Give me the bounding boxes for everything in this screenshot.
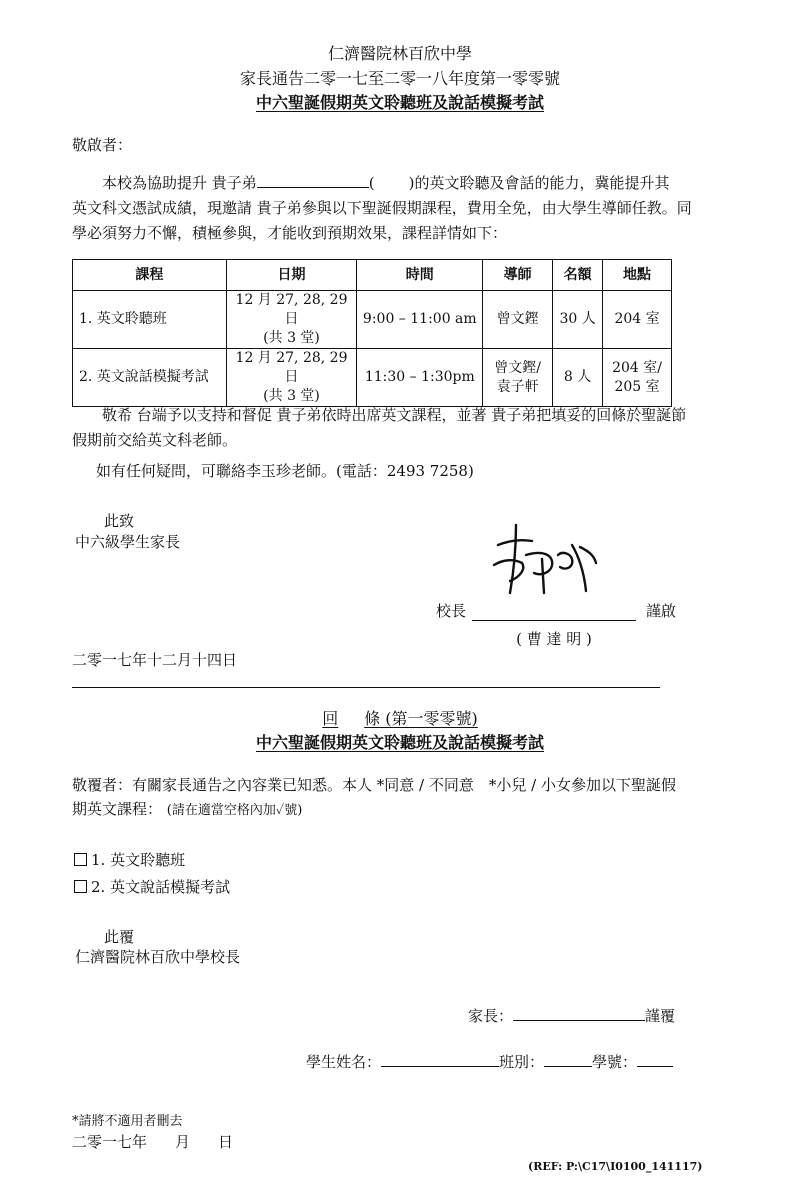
intro-line-2: 英文科文憑試成績，現邀請 貴子弟參與以下聖誕假期課程，費用全免，由大學生導師任教。同 [72,199,692,217]
student-name-field[interactable] [381,1049,499,1067]
student-number-field[interactable] [637,1049,673,1067]
notice-title: 中六聖誕假期英文聆聽班及說話模擬考試 [255,93,544,112]
reply-addressee: 仁濟醫院林百欣中學校長 [75,948,241,966]
option-speaking[interactable] [74,875,230,900]
reply-slip-heading [0,709,800,729]
reply-heading-text: 條 (第一零零號) [364,709,478,728]
student-number-label: 學號： [592,1053,638,1071]
course-cell: 2. 英文說話模擬考試 [73,349,227,407]
intro-text-b: ( [368,174,375,192]
col-header-course: 課程 [73,260,227,291]
reply-consent-line-2 [72,797,302,823]
room: 204 室/ [612,359,662,376]
class-label: 班別： [499,1053,545,1071]
tick-instruction: (請在適當空格內加✓號) [166,803,303,818]
reply-date-day: 日 [218,1133,234,1151]
reply-consent-text: 期英文課程： [72,800,163,818]
delete-note: *請將不適用者刪去 [72,1114,183,1129]
student-info-row [306,1049,673,1075]
principal-signature-image [480,515,610,615]
support-line-1 [72,403,712,428]
room: 204 室 [614,311,660,327]
inquiry-line: 如有任何疑問，可聯絡李玉珍老師。(電話：2493 7258) [96,462,474,480]
intro-line-3: 學必須努力不懈，積極參與，才能收到預期效果，課程詳情如下： [72,224,508,242]
support-line-2: 假期前交給英文科老師。 [72,431,238,449]
parent-label: 家長： [468,1007,514,1025]
reference-code: (REF: P:\C17\I0100_141117) [528,1160,703,1173]
closing-ci-zhi: 此致 [104,512,135,530]
option-listening[interactable] [74,848,185,873]
time-cell: 9:00 – 11:00 am [357,291,483,349]
reply-date-year: 二零一七年 [72,1133,148,1151]
table-row [73,349,672,407]
date-line: 12 月 27, 28, 29 日 [235,292,348,327]
tutor-cell [483,291,553,349]
parent-signature-row [468,1003,675,1029]
table-row [73,291,672,349]
date-cell [226,349,357,407]
student-name-blank [257,170,369,188]
option-label: 2. 英文說話模擬考試 [91,878,231,896]
checkbox[interactable] [74,880,87,893]
course-cell: 1. 英文聆聽班 [73,291,227,349]
intro-paragraph [72,170,692,246]
principal-name: ( 曹 達 明 ) [516,630,592,648]
school-name: 仁濟醫院林百欣中學 [327,44,472,63]
time-cell: 11:30 – 1:30pm [357,349,483,407]
tutor-name: 袁子軒 [496,378,539,395]
col-header-quota: 名額 [553,260,603,291]
date-cell [226,291,357,349]
signature-line [472,620,636,621]
col-header-time: 時間 [357,260,483,291]
room: 205 室 [614,378,660,395]
intro-line-1 [72,170,692,196]
reply-slip-title: 中六聖誕假期英文聆聽班及說話模擬考試 [255,733,544,752]
reply-date [72,1130,233,1155]
venue-cell [603,291,672,349]
quota-cell: 8 人 [553,349,603,407]
tutor-name: 曾文鏗 [496,311,539,327]
col-header-date: 日期 [226,260,357,291]
notice-date: 二零一七年十二月十四日 [72,651,238,669]
salutation: 敬啟者： [72,136,133,154]
checkbox[interactable] [74,853,87,866]
option-label: 1. 英文聆聽班 [91,851,186,869]
col-header-venue: 地點 [603,260,672,291]
parent-suffix: 謹覆 [645,1007,676,1025]
session-count: (共 3 堂) [263,330,320,346]
reply-heading-char: 回 [322,709,339,728]
class-field[interactable] [544,1049,592,1067]
col-header-tutor: 導師 [483,260,553,291]
parent-signature-field[interactable] [513,1003,645,1021]
tear-off-divider [72,687,660,688]
tutor-name: 曾文鏗/ [494,359,542,376]
notice-number: 家長通告二零一七至二零一八年度第一零零號 [239,69,560,88]
intro-text-c: )的英文聆聽及會話的能力，冀能提升其 [408,174,670,192]
support-text: 敬希 台端予以支持和督促 貴子弟依時出席英文課程，並著 貴子弟把填妥的回條於聖誕節 [102,406,687,424]
intro-text-a: 本校為協助提升 貴子弟 [102,174,257,192]
closing-recipient: 中六級學生家長 [75,533,181,551]
tutor-cell [483,349,553,407]
venue-cell [603,349,672,407]
student-name-label: 學生姓名： [306,1053,382,1071]
support-paragraph [72,403,712,453]
reply-ci-fu: 此覆 [104,928,135,946]
course-table [72,259,672,407]
signature-role: 校長 [436,602,467,620]
session-count: (共 3 堂) [263,388,320,404]
quota-cell: 30 人 [553,291,603,349]
reply-date-month: 月 [175,1133,191,1151]
date-line: 12 月 27, 28, 29 日 [235,350,348,385]
reply-consent-line-1: 敬覆者：有關家長通告之內容業已知悉。本人 *同意 / 不同意 *小兒 / 小女參加以下聖誕假 [72,776,676,794]
signature-suffix: 謹啟 [646,602,677,620]
table-header-row [73,260,672,291]
